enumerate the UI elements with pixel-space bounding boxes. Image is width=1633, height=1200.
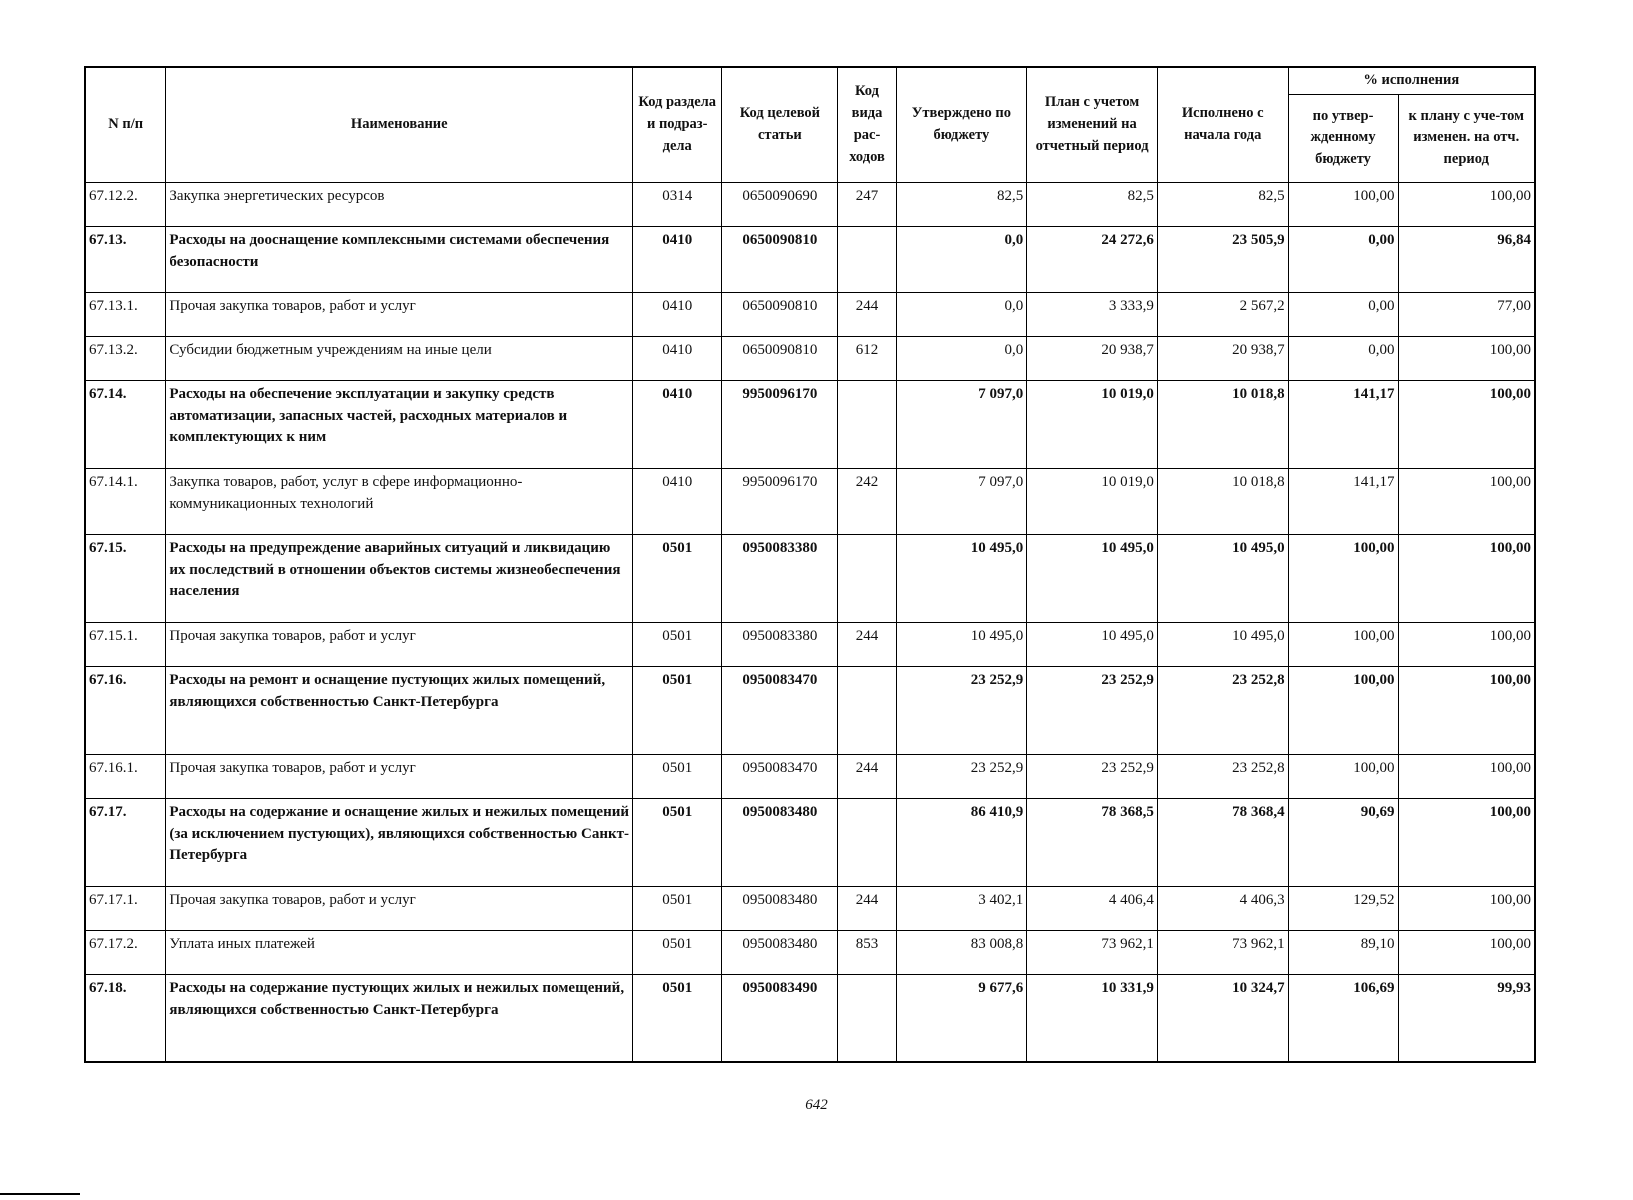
table-row	[85, 754, 1535, 798]
cell-plan: 24 272,6	[1027, 226, 1158, 292]
cell-ispolneno: 2 567,2	[1157, 292, 1288, 336]
scan-edge-mark	[0, 1193, 80, 1195]
cell-utverzhdeno: 0,0	[896, 292, 1027, 336]
table-row	[85, 182, 1535, 226]
cell-ispolneno: 10 018,8	[1157, 380, 1288, 468]
cell-utverzhdeno: 7 097,0	[896, 468, 1027, 534]
table-row	[85, 666, 1535, 754]
cell-plan: 23 252,9	[1027, 666, 1158, 754]
cell-pct-budget: 90,69	[1288, 798, 1398, 886]
header-razdel: Код раздела и подраз-дела	[633, 67, 722, 182]
cell-razdel: 0501	[633, 534, 722, 622]
cell-pct-budget: 129,52	[1288, 886, 1398, 930]
cell-pct-budget: 141,17	[1288, 380, 1398, 468]
cell-plan: 10 019,0	[1027, 468, 1158, 534]
cell-ispolneno: 4 406,3	[1157, 886, 1288, 930]
cell-pct-budget: 100,00	[1288, 182, 1398, 226]
table-row	[85, 380, 1535, 468]
cell-ispolneno: 23 505,9	[1157, 226, 1288, 292]
cell-num: 67.13.	[85, 226, 166, 292]
table-row	[85, 886, 1535, 930]
cell-name: Прочая закупка товаров, работ и услуг	[166, 622, 633, 666]
cell-plan: 10 331,9	[1027, 974, 1158, 1062]
cell-pct-plan: 100,00	[1398, 754, 1535, 798]
cell-plan: 20 938,7	[1027, 336, 1158, 380]
cell-plan: 78 368,5	[1027, 798, 1158, 886]
cell-vid	[838, 798, 896, 886]
cell-razdel: 0501	[633, 622, 722, 666]
header-pct-plan: к плану с уче-том изменен. на отч. период	[1398, 94, 1535, 182]
cell-vid: 242	[838, 468, 896, 534]
cell-ispolneno: 23 252,8	[1157, 666, 1288, 754]
header-num: N п/п	[85, 67, 166, 182]
cell-num: 67.15.	[85, 534, 166, 622]
cell-ispolneno: 20 938,7	[1157, 336, 1288, 380]
cell-utverzhdeno: 9 677,6	[896, 974, 1027, 1062]
cell-pct-plan: 100,00	[1398, 182, 1535, 226]
cell-name: Расходы на обеспечение эксплуатации и закупку средств автоматизации, запасных частей, расходных материалов и комплектующих к ним	[166, 380, 633, 468]
header-vid: Код вида рас-ходов	[838, 67, 896, 182]
cell-utverzhdeno: 83 008,8	[896, 930, 1027, 974]
cell-name: Расходы на содержание пустующих жилых и нежилых помещений, являющихся собственностью Санкт-Петербурга	[166, 974, 633, 1062]
cell-name: Расходы на предупреждение аварийных ситуаций и ликвидацию их последствий в отношении объектов системы жизнеобеспечения населения	[166, 534, 633, 622]
cell-pct-plan: 100,00	[1398, 666, 1535, 754]
cell-ispolneno: 10 495,0	[1157, 622, 1288, 666]
cell-utverzhdeno: 82,5	[896, 182, 1027, 226]
cell-utverzhdeno: 23 252,9	[896, 754, 1027, 798]
cell-utverzhdeno: 10 495,0	[896, 622, 1027, 666]
cell-ispolneno: 73 962,1	[1157, 930, 1288, 974]
cell-name: Уплата иных платежей	[166, 930, 633, 974]
cell-vid	[838, 534, 896, 622]
cell-vid: 244	[838, 622, 896, 666]
cell-plan: 10 495,0	[1027, 622, 1158, 666]
cell-plan: 10 495,0	[1027, 534, 1158, 622]
cell-vid: 612	[838, 336, 896, 380]
header-pct-group: % исполнения	[1288, 67, 1535, 94]
cell-ispolneno: 23 252,8	[1157, 754, 1288, 798]
cell-utverzhdeno: 86 410,9	[896, 798, 1027, 886]
cell-tselevaya: 0650090810	[722, 336, 838, 380]
cell-pct-budget: 0,00	[1288, 226, 1398, 292]
cell-tselevaya: 0950083470	[722, 666, 838, 754]
cell-num: 67.16.1.	[85, 754, 166, 798]
cell-ispolneno: 78 368,4	[1157, 798, 1288, 886]
cell-pct-budget: 100,00	[1288, 622, 1398, 666]
cell-pct-plan: 100,00	[1398, 930, 1535, 974]
cell-pct-budget: 141,17	[1288, 468, 1398, 534]
header-utverzhdeno: Утверждено по бюджету	[896, 67, 1027, 182]
cell-vid: 247	[838, 182, 896, 226]
cell-utverzhdeno: 23 252,9	[896, 666, 1027, 754]
cell-razdel: 0410	[633, 468, 722, 534]
cell-pct-budget: 0,00	[1288, 336, 1398, 380]
table-row	[85, 622, 1535, 666]
header-tselevaya: Код целевой статьи	[722, 67, 838, 182]
header-plan: План с учетом изменений на отчетный период	[1027, 67, 1158, 182]
table-body	[85, 182, 1535, 1062]
cell-razdel: 0501	[633, 666, 722, 754]
cell-pct-budget: 106,69	[1288, 974, 1398, 1062]
cell-vid	[838, 226, 896, 292]
cell-pct-plan: 100,00	[1398, 622, 1535, 666]
cell-name: Прочая закупка товаров, работ и услуг	[166, 754, 633, 798]
cell-tselevaya: 0950083490	[722, 974, 838, 1062]
cell-vid: 853	[838, 930, 896, 974]
cell-tselevaya: 9950096170	[722, 468, 838, 534]
cell-razdel: 0410	[633, 226, 722, 292]
cell-vid: 244	[838, 754, 896, 798]
cell-num: 67.17.1.	[85, 886, 166, 930]
cell-tselevaya: 0650090810	[722, 292, 838, 336]
cell-num: 67.16.	[85, 666, 166, 754]
cell-tselevaya: 9950096170	[722, 380, 838, 468]
cell-num: 67.14.	[85, 380, 166, 468]
cell-num: 67.17.2.	[85, 930, 166, 974]
cell-plan: 3 333,9	[1027, 292, 1158, 336]
cell-ispolneno: 10 324,7	[1157, 974, 1288, 1062]
cell-pct-plan: 100,00	[1398, 534, 1535, 622]
cell-pct-plan: 99,93	[1398, 974, 1535, 1062]
cell-pct-budget: 89,10	[1288, 930, 1398, 974]
cell-pct-budget: 100,00	[1288, 534, 1398, 622]
cell-pct-budget: 0,00	[1288, 292, 1398, 336]
cell-razdel: 0410	[633, 380, 722, 468]
cell-plan: 23 252,9	[1027, 754, 1158, 798]
cell-razdel: 0501	[633, 886, 722, 930]
cell-name: Прочая закупка товаров, работ и услуг	[166, 292, 633, 336]
cell-num: 67.17.	[85, 798, 166, 886]
cell-name: Закупка товаров, работ, услуг в сфере информационно-коммуникационных технологий	[166, 468, 633, 534]
cell-name: Расходы на содержание и оснащение жилых и нежилых помещений (за исключением пустующих), являющихся собственностью Санкт-Петербурга	[166, 798, 633, 886]
cell-razdel: 0501	[633, 930, 722, 974]
cell-pct-plan: 77,00	[1398, 292, 1535, 336]
cell-razdel: 0501	[633, 754, 722, 798]
cell-num: 67.13.1.	[85, 292, 166, 336]
cell-name: Расходы на дооснащение комплексными системами обеспечения безопасности	[166, 226, 633, 292]
cell-num: 67.18.	[85, 974, 166, 1062]
table-row	[85, 468, 1535, 534]
table-row	[85, 534, 1535, 622]
cell-pct-plan: 96,84	[1398, 226, 1535, 292]
cell-vid: 244	[838, 886, 896, 930]
cell-plan: 10 019,0	[1027, 380, 1158, 468]
header-pct-budget: по утвер-жденному бюджету	[1288, 94, 1398, 182]
cell-vid	[838, 380, 896, 468]
cell-vid	[838, 666, 896, 754]
cell-razdel: 0410	[633, 336, 722, 380]
cell-pct-plan: 100,00	[1398, 336, 1535, 380]
cell-utverzhdeno: 10 495,0	[896, 534, 1027, 622]
cell-razdel: 0501	[633, 974, 722, 1062]
table-header-row	[85, 67, 1535, 94]
cell-num: 67.13.2.	[85, 336, 166, 380]
cell-name: Закупка энергетических ресурсов	[166, 182, 633, 226]
cell-utverzhdeno: 0,0	[896, 336, 1027, 380]
cell-ispolneno: 10 495,0	[1157, 534, 1288, 622]
cell-pct-budget: 100,00	[1288, 754, 1398, 798]
cell-num: 67.15.1.	[85, 622, 166, 666]
cell-vid	[838, 974, 896, 1062]
cell-tselevaya: 0950083480	[722, 930, 838, 974]
cell-pct-plan: 100,00	[1398, 468, 1535, 534]
cell-plan: 82,5	[1027, 182, 1158, 226]
table-row	[85, 292, 1535, 336]
cell-ispolneno: 10 018,8	[1157, 468, 1288, 534]
cell-pct-budget: 100,00	[1288, 666, 1398, 754]
cell-name: Расходы на ремонт и оснащение пустующих жилых помещений, являющихся собственностью Санкт-Петербурга	[166, 666, 633, 754]
cell-pct-plan: 100,00	[1398, 798, 1535, 886]
cell-ispolneno: 82,5	[1157, 182, 1288, 226]
cell-utverzhdeno: 7 097,0	[896, 380, 1027, 468]
cell-num: 67.14.1.	[85, 468, 166, 534]
budget-execution-table	[84, 66, 1536, 1063]
cell-name: Прочая закупка товаров, работ и услуг	[166, 886, 633, 930]
cell-razdel: 0501	[633, 798, 722, 886]
cell-razdel: 0410	[633, 292, 722, 336]
cell-utverzhdeno: 3 402,1	[896, 886, 1027, 930]
cell-razdel: 0314	[633, 182, 722, 226]
cell-tselevaya: 0650090810	[722, 226, 838, 292]
table-row	[85, 798, 1535, 886]
cell-vid: 244	[838, 292, 896, 336]
cell-tselevaya: 0950083380	[722, 534, 838, 622]
page-number: 642	[805, 1097, 828, 1113]
header-ispolneno: Исполнено с начала года	[1157, 67, 1288, 182]
cell-tselevaya: 0650090690	[722, 182, 838, 226]
table-row	[85, 930, 1535, 974]
table-row	[85, 226, 1535, 292]
cell-name: Субсидии бюджетным учреждениям на иные цели	[166, 336, 633, 380]
table-row	[85, 974, 1535, 1062]
cell-pct-plan: 100,00	[1398, 886, 1535, 930]
cell-plan: 4 406,4	[1027, 886, 1158, 930]
cell-tselevaya: 0950083470	[722, 754, 838, 798]
cell-pct-plan: 100,00	[1398, 380, 1535, 468]
cell-tselevaya: 0950083480	[722, 798, 838, 886]
cell-num: 67.12.2.	[85, 182, 166, 226]
cell-plan: 73 962,1	[1027, 930, 1158, 974]
cell-utverzhdeno: 0,0	[896, 226, 1027, 292]
table-row	[85, 336, 1535, 380]
cell-tselevaya: 0950083480	[722, 886, 838, 930]
header-name: Наименование	[166, 67, 633, 182]
cell-tselevaya: 0950083380	[722, 622, 838, 666]
